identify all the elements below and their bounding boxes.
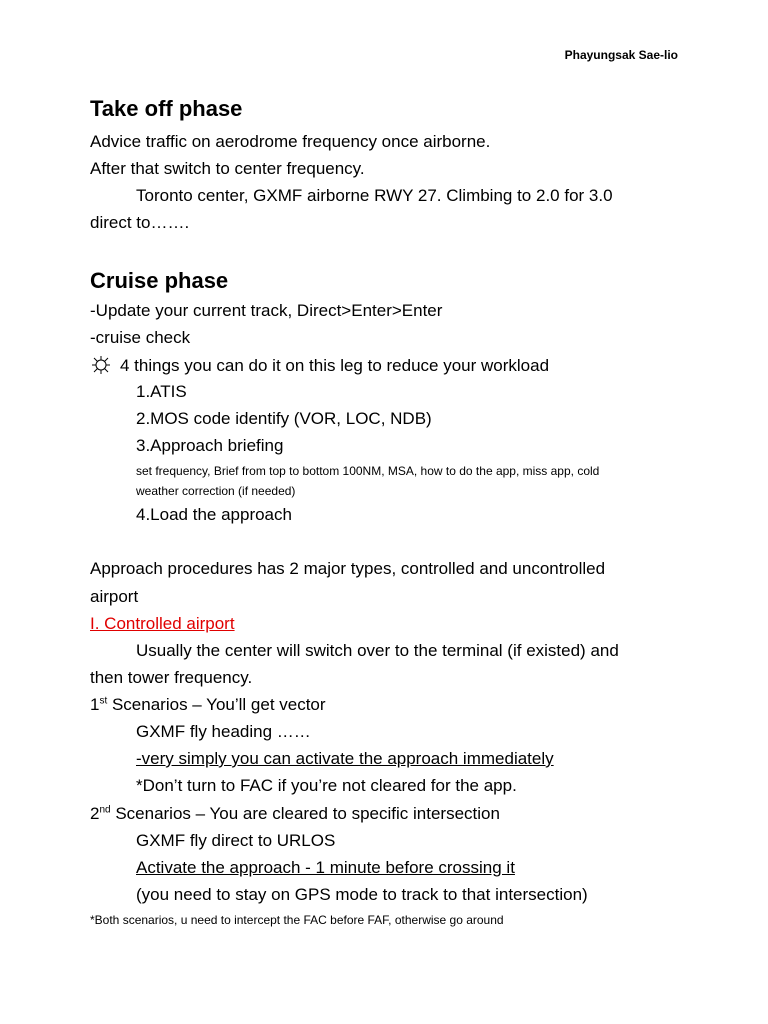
briefing-note: weather correction (if needed) [136,484,296,498]
scenario-number: 2 [90,804,100,823]
ordinal-suffix: st [99,695,108,707]
list-item: 2.MOS code identify (VOR, LOC, NDB) [136,409,432,428]
takeoff-line: Advice traffic on aerodrome frequency once airborne. [90,132,491,151]
scenario-title: Scenarios – You are cleared to specific intersection [110,804,500,823]
author-name: Phayungsak Sae-lio [564,48,678,62]
body-text: then tower frequency. [90,668,253,687]
workload-tip-text: 4 things you can do it on this leg to reduce your workload [120,356,550,375]
cruise-heading: Cruise phase [90,268,229,293]
scenario-title: Scenarios – You’ll get vector [107,695,326,714]
cruise-line: -cruise check [90,328,191,347]
scenario-1-heading [90,695,326,715]
radio-call: Toronto center, GXMF airborne RWY 27. Climbing to 2.0 for 3.0 [136,186,613,205]
scenario-2-heading [90,804,500,824]
body-text: GXMF fly heading …… [136,722,311,741]
list-item: 1.ATIS [136,382,187,401]
footnote: *Both scenarios, u need to intercept the FAC before FAF, otherwise go around [90,913,504,927]
cruise-line: -Update your current track, Direct>Enter>Enter [90,301,443,320]
list-item: 4.Load the approach [136,505,292,524]
briefing-note: set frequency, Brief from top to bottom 100NM, MSA, how to do the app, miss app, cold [136,464,600,478]
body-text: (you need to stay on GPS mode to track to that intersection) [136,885,588,904]
ordinal-suffix: nd [99,804,111,816]
takeoff-heading: Take off phase [90,96,243,121]
takeoff-line: After that switch to center frequency. [90,159,365,178]
approach-intro: airport [90,587,139,606]
body-text: Usually the center will switch over to the terminal (if existed) and [136,641,619,660]
approach-intro: Approach procedures has 2 major types, controlled and uncontrolled [90,559,606,578]
sparkle-icon [90,355,112,375]
controlled-airport-heading: I. Controlled airport [90,614,235,633]
underlined-note: Activate the approach - 1 minute before crossing it [136,858,515,877]
workload-tip [90,355,549,376]
body-text: *Don’t turn to FAC if you’re not cleared for the app. [136,776,517,795]
radio-call-cont: direct to……. [90,213,190,232]
body-text: GXMF fly direct to URLOS [136,831,336,850]
underlined-note: -very simply you can activate the approach immediately [136,749,554,768]
scenario-number: 1 [90,695,100,714]
list-item: 3.Approach briefing [136,436,284,455]
